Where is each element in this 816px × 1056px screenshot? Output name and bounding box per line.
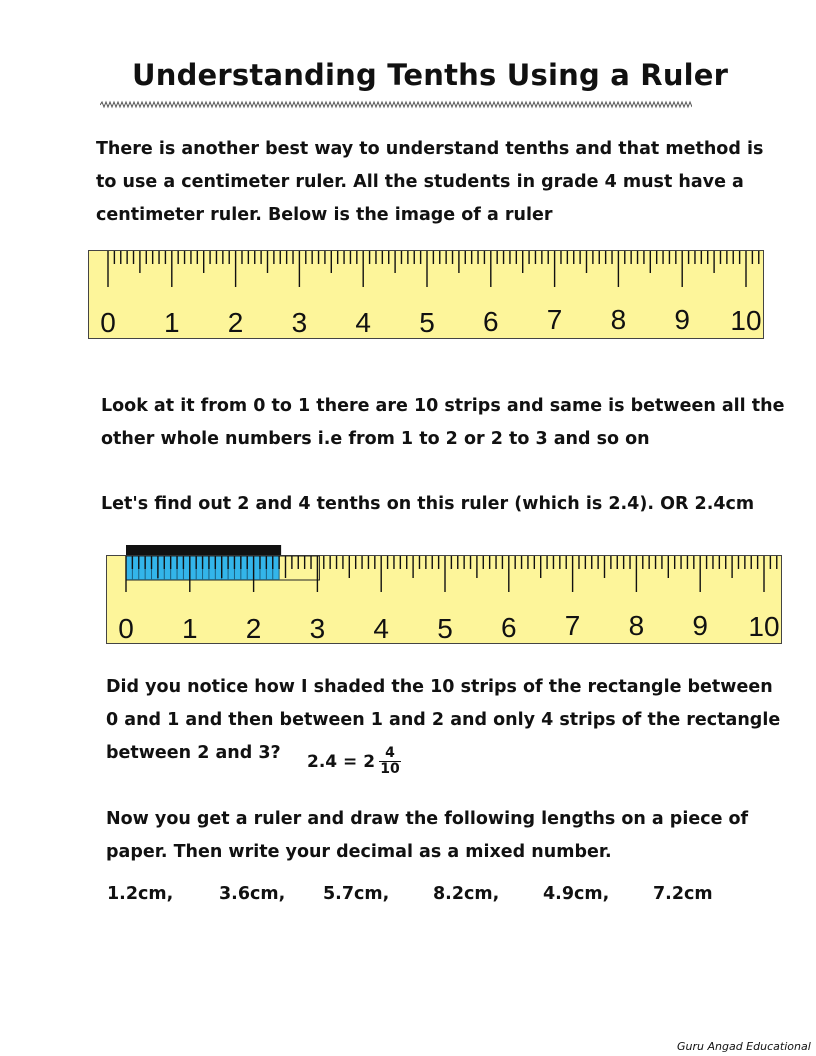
intro-line: centimeter ruler. Below is the image of a ruler xyxy=(96,205,553,225)
length-item: 8.2cm, xyxy=(433,884,500,904)
length-item: 4.9cm, xyxy=(543,884,610,904)
intro-line: to use a centimeter ruler. All the students in grade 4 must have a xyxy=(96,172,744,192)
notice-line: Did you notice how I shaded the 10 strips of the rectangle between xyxy=(106,677,773,697)
fraction-numerator: 4 xyxy=(385,745,395,761)
notice-paragraph xyxy=(106,671,796,770)
ruler-number: 9 xyxy=(692,610,708,641)
ruler-number: 4 xyxy=(373,613,389,644)
ruler-number: 6 xyxy=(483,306,499,337)
ruler-number: 2 xyxy=(227,307,244,338)
explain-paragraph xyxy=(101,390,791,456)
length-item: 3.6cm, xyxy=(219,884,286,904)
fraction xyxy=(379,746,401,777)
equation-lhs: 2.4 = 2 xyxy=(307,751,376,772)
intro-line: There is another best way to understand tenths and that method is xyxy=(96,139,764,159)
ruler-number: 7 xyxy=(546,304,563,335)
footer-credit: Guru Angad Educational xyxy=(677,1040,811,1053)
ruler-number: 0 xyxy=(100,307,116,338)
notice-line: 0 and 1 and then between 1 and 2 and only 4 strips of the rectangle xyxy=(106,710,781,730)
notice-line: between 2 and 3? xyxy=(106,743,281,763)
ruler-number: 3 xyxy=(291,307,308,338)
task-line: Now you get a ruler and draw the following lengths on a piece of xyxy=(106,809,749,829)
ruler-number: 8 xyxy=(628,610,645,641)
ruler-number: 8 xyxy=(610,304,627,335)
task-line: paper. Then write your decimal as a mixed number. xyxy=(106,842,612,862)
explain-line: other whole numbers i.e from 1 to 2 or 2 to 3 and so on xyxy=(101,429,650,449)
intro-paragraph xyxy=(96,133,776,232)
mixed-number-equation xyxy=(307,746,401,777)
page-title: Understanding Tenths Using a Ruler xyxy=(132,58,729,92)
ruler-number: 0 xyxy=(118,613,134,644)
shaded-ruler xyxy=(106,542,782,644)
ruler-number: 9 xyxy=(674,304,690,335)
ruler-number: 10 xyxy=(748,611,780,642)
ruler-number: 5 xyxy=(419,307,435,338)
ruler-number: 2 xyxy=(245,613,262,644)
centimeter-ruler xyxy=(88,249,764,339)
ruler-number: 3 xyxy=(309,613,326,644)
ruler-number: 5 xyxy=(437,613,453,644)
ruler-number: 1 xyxy=(164,307,180,338)
length-item: 5.7cm, xyxy=(323,884,390,904)
ruler-number: 4 xyxy=(355,307,371,338)
task-paragraph xyxy=(106,803,796,869)
ruler-number: 1 xyxy=(182,613,198,644)
shade-top-bar xyxy=(126,545,281,555)
explain-line: Look at it from 0 to 1 there are 10 strips and same is between all the xyxy=(101,396,785,416)
ruler-number: 10 xyxy=(730,305,762,336)
title-underline xyxy=(100,100,692,110)
length-item: 7.2cm xyxy=(653,884,713,904)
length-item: 1.2cm, xyxy=(107,884,174,904)
fraction-denominator: 10 xyxy=(380,761,400,777)
find-paragraph: Let's find out 2 and 4 tenths on this ruler (which is 2.4). OR 2.4cm xyxy=(101,494,755,514)
ruler-number: 7 xyxy=(564,610,581,641)
ruler-number: 6 xyxy=(501,612,517,643)
